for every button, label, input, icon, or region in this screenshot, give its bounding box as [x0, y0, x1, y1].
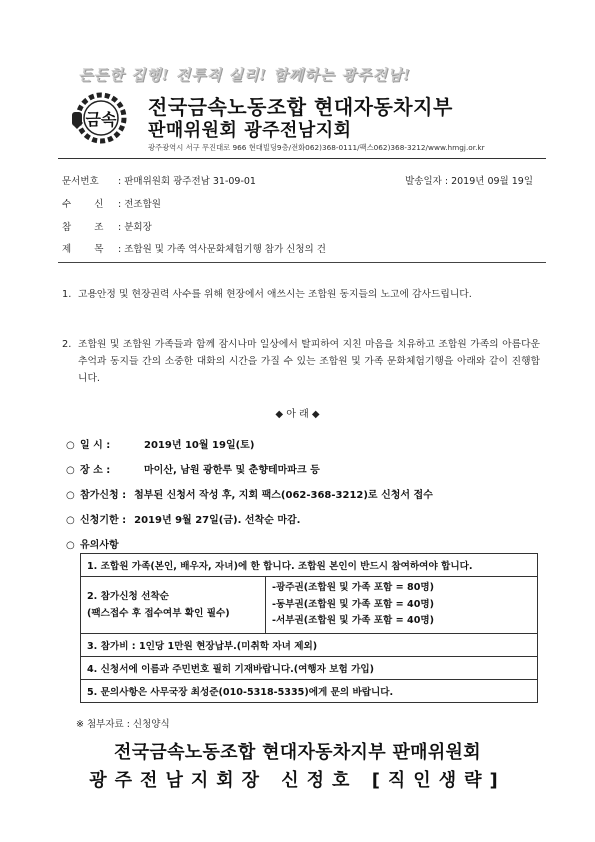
notes-table — [80, 553, 538, 703]
circle-bullet-icon: ○ — [66, 490, 75, 501]
note-2-title: 2. 참가신청 선착순 — [87, 590, 169, 602]
logo-lettering: 금속 — [85, 110, 117, 129]
notes-row — [81, 577, 538, 634]
circle-bullet-icon: ○ — [66, 515, 75, 526]
contact-address: 광주광역시 서구 무진대로 966 현대빌딩9층/전화062)368-0111/팩스062)368-3212/www.hmgj.or.kr — [148, 143, 485, 152]
paragraph-2-text: 조합원 및 조합원 가족들과 함께 잠시나마 일상에서 탈피하여 지친 마음을 치유하고 조합원 가족의 아름다운 추억과 동지들 간의 소중한 대화의 시간을 가질 수 있는 조합원 및 가족 문화체험기행을 아래와 같이 진행합니다. — [78, 339, 540, 384]
notes-row — [81, 679, 538, 702]
meta-divider — [58, 262, 546, 263]
subject-row — [62, 241, 326, 255]
note-2-right — [266, 577, 538, 634]
note-4: 4. 신청서에 이름과 주민번호 필히 기재바랍니다.(여행자 보험 가입) — [81, 656, 538, 679]
doc-number-label: 문서번호 — [62, 176, 99, 187]
signature-branch-head: 광주전남지회장 신정호 [직인생략] — [89, 770, 506, 791]
reference-row — [62, 219, 152, 233]
signature-org: 전국금속노동조합 현대자동차지부 판매위원회 — [114, 742, 481, 763]
item-value: 2019년 9월 27일(금). 선착순 마감. — [134, 515, 301, 526]
item-value: 2019년 10월 19일(토) — [144, 440, 255, 451]
note-3: 3. 참가비 : 1인당 1만원 현장납부.(미취학 자녀 제외) — [81, 633, 538, 656]
section-title: ◆ 아 래 ◆ — [275, 409, 320, 420]
paragraph-1 — [62, 286, 540, 303]
notes-row — [81, 656, 538, 679]
note-2-subtitle: (팩스접수 후 접수여부 확인 필수) — [87, 607, 230, 619]
header-divider — [58, 158, 546, 159]
subject-label: 제 목 — [62, 244, 114, 255]
notes-row — [81, 633, 538, 656]
sent-date: 발송일자 : 2019년 09월 19일 — [405, 176, 533, 187]
subject-value: : 조합원 및 가족 역사문화체험기행 참가 신청의 건 — [118, 244, 326, 255]
reference-label: 참 조 — [62, 222, 114, 233]
item-location — [66, 461, 320, 476]
quota-east: -동부권(조합원 및 가족 포함 = 40명) — [272, 598, 435, 610]
item-value: 마이산, 남원 광한루 및 춘향테마파크 등 — [144, 465, 320, 476]
recipient-label: 수 신 — [62, 199, 114, 210]
circle-bullet-icon: ○ — [66, 540, 75, 551]
item-application — [66, 486, 433, 501]
recipient-row — [62, 196, 161, 210]
doc-number-row — [62, 173, 256, 187]
paragraph-1-text: 고용안정 및 현장권력 사수를 위해 현장에서 애쓰시는 조합원 동지들의 노고에 감사드립니다. — [78, 289, 472, 300]
paragraph-2-number: 2. — [62, 339, 72, 350]
item-label: 참가신청 : — [80, 490, 127, 501]
org-name-line1: 전국금속노동조합 현대자동차지부 — [148, 95, 453, 119]
item-label: 신청기한 : — [80, 515, 127, 526]
recipient-value: : 전조합원 — [118, 199, 161, 210]
item-datetime — [66, 436, 254, 451]
note-5: 5. 문의사항은 사무국장 최성준(010-5318-5335)에게 문의 바랍니다. — [81, 679, 538, 702]
paragraph-2 — [62, 336, 540, 387]
slogan-banner: 든든한 집행! 전투적 실리! 함께하는 광주전남! — [78, 66, 411, 84]
quota-west: -서부권(조합원 및 가족 포함 = 40명) — [272, 615, 435, 626]
item-label: 유의사항 — [80, 540, 119, 551]
union-logo-icon — [70, 92, 132, 144]
org-name-line2: 판매위원회 광주전남지회 — [148, 120, 352, 141]
attachment-note: ※ 첨부자료 : 신청양식 — [76, 719, 170, 730]
quota-gwangju: -광주권(조합원 및 가족 포함 = 80명) — [272, 582, 435, 593]
item-value: 첨부된 신청서 작성 후, 지회 팩스(062-368-3212)로 신청서 접수 — [134, 490, 433, 501]
item-label: 장 소 : — [80, 465, 111, 476]
item-deadline — [66, 511, 300, 526]
note-1: 1. 조합원 가족(본인, 배우자, 자녀)에 한 합니다. 조합원 본인이 반드시 참여하여야 합니다. — [81, 554, 538, 577]
item-notes-heading — [66, 536, 127, 551]
reference-value: : 분회장 — [118, 222, 152, 233]
item-label: 일 시 : — [80, 440, 111, 451]
circle-bullet-icon: ○ — [66, 440, 75, 451]
notes-row — [81, 554, 538, 577]
circle-bullet-icon: ○ — [66, 465, 75, 476]
note-2-left — [81, 577, 266, 634]
doc-number-value: : 판매위원회 광주전남 31-09-01 — [118, 176, 256, 187]
paragraph-1-number: 1. — [62, 289, 72, 300]
